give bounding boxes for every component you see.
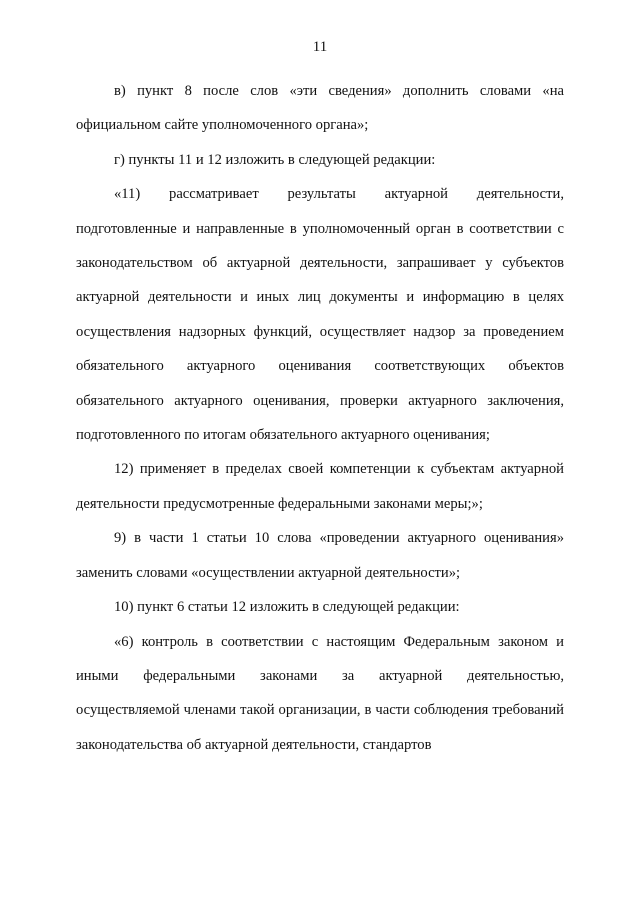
document-body: [76, 74, 564, 762]
paragraph-item-12: 12) применяет в пределах своей компетенции к субъектам актуарной деятельности предусмотренные федеральными законами меры;»;: [76, 461, 564, 512]
paragraph-amendment-v: в) пункт 8 после слов «эти сведения» дополнить словами «на официальном сайте уполномоченного органа»;: [76, 83, 564, 134]
page-number: 11: [312, 39, 328, 55]
paragraph-item-6: «6) контроль в соответствии с настоящим Федеральным законом и иными федеральными законами за актуарной деятельностью, осуществляемой членами такой организации, в части соблюдения требований законодательства об актуарной деятельности, стандартов: [76, 633, 564, 753]
paragraph-amendment-10: 10) пункт 6 статьи 12 изложить в следующей редакции:: [114, 599, 460, 616]
paragraph-amendment-9: 9) в части 1 статьи 10 слова «проведении актуарного оценивания» заменить словами «осуществлении актуарной деятельности»;: [76, 530, 564, 581]
paragraph-item-11: «11) рассматривает результаты актуарной деятельности, подготовленные и направленные в уполномоченный орган в соответствии с законодательством об актуарной деятельности, запрашивает у субъектов актуарной деятельности и иных лиц документы и информацию в целях осуществления надзорных функций, осуществляет надзор за проведением обязательного актуарного оценивания соответствующих объектов обязательного актуарного оценивания, проверки актуарного заключения, подготовленного по итогам обязательного актуарного оценивания;: [76, 186, 564, 444]
paragraph-amendment-g: г) пункты 11 и 12 изложить в следующей редакции:: [114, 151, 436, 168]
